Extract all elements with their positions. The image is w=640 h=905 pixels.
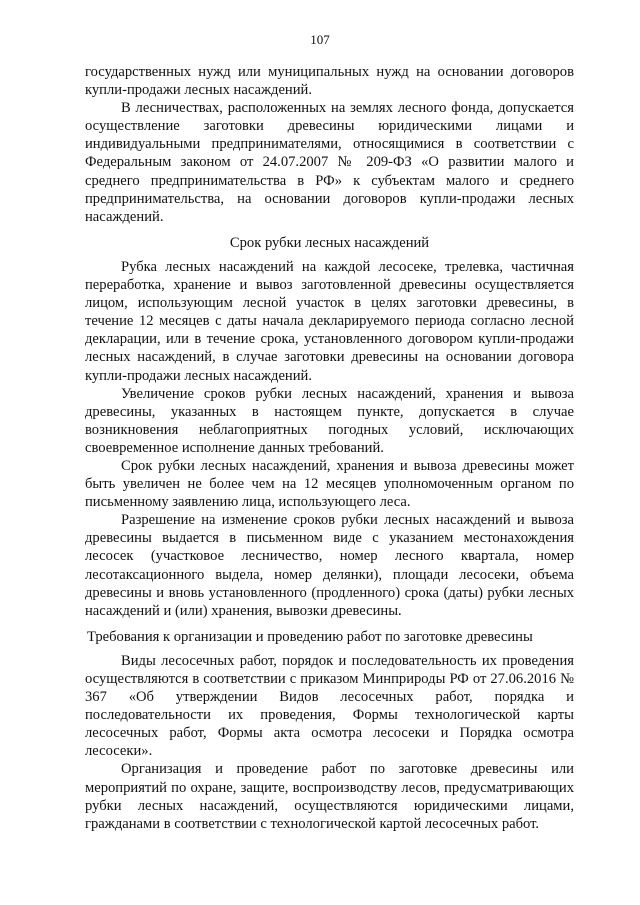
section-heading-felling-period: Срок рубки лесных насаждений [229,234,430,251]
paragraph-work-organization: Организация и проведение работ по заготовке древесины или мероприятий по охране, защите, воспроизводству лесов, предусматривающих рубки лесных насаждений, осуществляются юридическими лицами, гражданами в соответствии с технологической картой лесосечных работ. [85,761,574,832]
page-number: 107 [310,32,330,47]
paragraph-felling-period: Рубка лесных насаждений на каждой лесосеке, трелевка, частичная переработка, хранение и вывоз заготовленной древесины осуществляется лицом, использующим лесной участок в целях заготовки древесины, в течение 12 месяцев с даты начала декларируемого периода согласно лесной декларации, или в течение срока, установленного договором купли-продажи лесных насаждений, в случае заготовки древесины на основании договора купли-продажи лесных насаждений. [85,258,574,384]
page-content [85,63,574,833]
paragraph-continuation: государственных нужд или муниципальных нужд на основании договоров купли-продажи лесных насаждений. [85,64,574,99]
paragraph-work-types: Виды лесосечных работ, порядок и последовательность их проведения осуществляются в соответствии с приказом Минприроды РФ от 27.06.2016 № 367 «Об утверждении Видов лесосечных работ, порядка и последовательности их проведения, Формы технологической карты лесосечных работ, Формы акта осмотра лесосеки и Порядка осмотра лесосеки». [85,652,574,760]
paragraph-small-business: В лесничествах, расположенных на землях лесного фонда, допускается осуществление заготовки древесины юридическими лицами и индивидуальными предпринимателями, относящимися в соответствии с Федеральным законом от 24.07.2007 № 209-ФЗ «О развитии малого и среднего предпринимательства в РФ» к субъектам малого и среднего предпринимательства, на основании договоров купли-продажи лесных насаждений. [85,100,574,225]
section-heading-work-organization: Требования к организации и проведению работ по заготовке древесины [87,628,533,645]
paragraph-extension-conditions: Увеличение сроков рубки лесных насаждений, хранения и вывоза древесины, указанных в настоящем пункте, допускается в случае возникновения неблагоприятных погодных условий, исключающих своевременное исполнение данных требований. [85,385,574,456]
paragraph-extension-limit: Срок рубки лесных насаждений, хранения и вывоза древесины может быть увеличен не более чем на 12 месяцев уполномоченным органом по письменному заявлению лица, использующего леса. [85,457,574,511]
paragraph-extension-permit: Разрешение на изменение сроков рубки лесных насаждений и вывоза древесины выдается в письменном виде с указанием местонахождения лесосек (участковое лесничество, номер лесного квартала, номер лесотаксационного выдела, номер делянки), площади лесосеки, объема древесины и вновь установленного (продленного) срока (даты) рубки лесных насаждений и (или) хранения, вывозки древесины. [85,512,574,619]
